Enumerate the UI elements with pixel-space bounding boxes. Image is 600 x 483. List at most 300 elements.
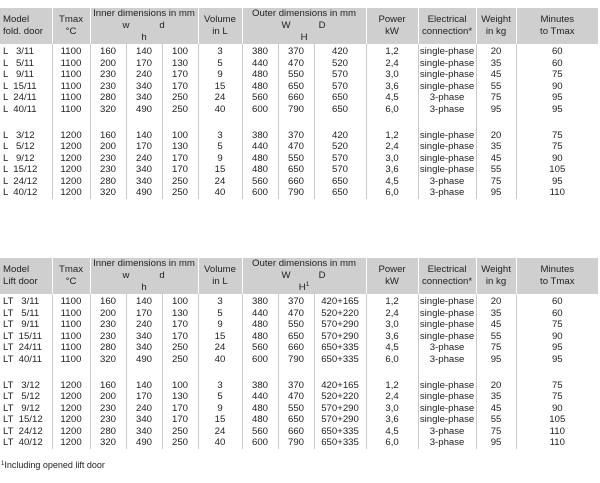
cell-electrical: single-phase	[419, 69, 475, 81]
table-row	[0, 44, 598, 58]
cell-minutes: 90	[516, 403, 598, 415]
cell-inner-h: 100	[162, 128, 198, 142]
cell-minutes: 75	[516, 391, 598, 403]
spacer-cell	[314, 116, 366, 128]
cell-inner-w: 160	[90, 294, 126, 308]
table-row	[0, 319, 598, 331]
cell-model: LT 40/11	[3, 353, 42, 365]
cell-weight: 75	[476, 176, 516, 188]
table-row	[0, 104, 598, 116]
table-body	[0, 294, 598, 449]
cell-volume: 24	[198, 342, 242, 354]
cell-power: 1,2	[366, 128, 418, 142]
table-body	[0, 44, 598, 199]
cell-outer-w: 440	[242, 141, 278, 153]
cell-model: L 5/11	[3, 57, 34, 69]
cell-inner-w: 320	[90, 354, 126, 366]
cell-inner-w: 230	[90, 153, 126, 165]
header-row	[0, 8, 598, 44]
cell-power: 4,5	[366, 426, 418, 438]
cell-tmax: 1200	[52, 153, 90, 165]
cell-inner-h: 130	[162, 58, 198, 70]
cell-model: L 24/11	[3, 92, 37, 104]
cell-electrical: 3-phase	[418, 176, 476, 188]
cell-power: 4,5	[366, 342, 418, 354]
spacer-cell	[90, 366, 126, 378]
cell-electrical: 3-phase	[418, 342, 476, 354]
cell-outer-d: 790	[278, 104, 314, 116]
cell-volume: 3	[198, 294, 242, 308]
cell-inner-d: 240	[126, 153, 162, 165]
cell-outer-d: 650	[278, 414, 314, 426]
cell-model: L 9/11	[3, 69, 34, 81]
cell-outer-d: 550	[278, 403, 314, 415]
cell-inner-h: 170	[162, 414, 198, 426]
cell-weight: 75	[476, 342, 516, 354]
cell-inner-d: 170	[126, 58, 162, 70]
table-row	[0, 176, 598, 188]
cell-outer-h: 650	[314, 187, 366, 199]
cell-outer-d: 370	[278, 378, 314, 392]
cell-inner-d: 340	[126, 176, 162, 188]
cell-inner-h: 250	[162, 342, 198, 354]
cell-outer-w: 380	[242, 378, 278, 392]
cell-volume: 9	[198, 69, 242, 81]
cell-outer-h: 420	[314, 44, 366, 58]
cell-inner-h: 170	[162, 331, 198, 343]
table-row	[0, 92, 598, 104]
cell-outer-d: 660	[278, 342, 314, 354]
spacer-cell	[198, 366, 242, 378]
cell-inner-w: 230	[90, 319, 126, 331]
cell-electrical: single-phase	[419, 319, 475, 331]
cell-tmax: 1200	[52, 187, 90, 199]
cell-outer-h: 520+220	[314, 391, 366, 403]
cell-outer-h: 570+290	[314, 414, 366, 426]
cell-model: L 5/12	[3, 141, 35, 153]
cell-power: 2,4	[366, 141, 418, 153]
cell-minutes: 110	[516, 187, 598, 199]
cell-tmax: 1200	[52, 176, 90, 188]
spacer-cell	[126, 366, 162, 378]
cell-inner-d: 140	[126, 378, 162, 392]
cell-model: L 3/11	[3, 45, 34, 57]
cell-power: 2,4	[366, 58, 418, 70]
cell-minutes: 90	[516, 153, 598, 165]
cell-outer-h: 650	[314, 176, 366, 188]
cell-outer-d: 370	[278, 128, 314, 142]
cell-outer-w: 480	[242, 164, 278, 176]
cell-outer-w: 480	[242, 81, 278, 93]
spacer-cell	[418, 366, 476, 378]
cell-inner-d: 340	[126, 81, 162, 93]
group-spacer	[0, 366, 598, 378]
cell-minutes: 60	[516, 44, 598, 58]
cell-outer-d: 470	[278, 308, 314, 320]
cell-weight: 35	[476, 58, 516, 70]
cell-inner-d: 490	[126, 187, 162, 199]
col-header-model: Model fold. door	[0, 8, 52, 44]
cell-inner-h: 250	[162, 92, 198, 104]
cell-tmax: 1100	[52, 319, 90, 331]
spacer-cell	[418, 116, 476, 128]
cell-inner-h: 250	[162, 104, 198, 116]
cell-model: LT 9/11	[3, 319, 40, 331]
cell-outer-h: 570+290	[314, 331, 366, 343]
cell-minutes: 95	[516, 354, 598, 366]
cell-inner-d: 170	[126, 391, 162, 403]
cell-tmax: 1100	[52, 308, 90, 320]
table-row	[0, 69, 598, 81]
cell-volume: 40	[198, 437, 242, 449]
cell-inner-h: 100	[162, 378, 198, 392]
cell-tmax: 1200	[52, 391, 90, 403]
cell-minutes: 75	[516, 378, 598, 392]
cell-outer-d: 470	[278, 391, 314, 403]
cell-inner-d: 140	[126, 128, 162, 142]
cell-outer-w: 600	[242, 104, 278, 116]
cell-tmax: 1200	[52, 426, 90, 438]
table-row	[0, 331, 598, 343]
cell-inner-w: 230	[90, 81, 126, 93]
cell-model: L 15/11	[3, 80, 37, 92]
cell-volume: 9	[198, 319, 242, 331]
cell-inner-h: 170	[162, 403, 198, 415]
table-folding-door	[0, 8, 598, 199]
cell-electrical: single-phase	[419, 330, 475, 342]
cell-outer-w: 380	[242, 44, 278, 58]
cell-outer-h: 570+290	[314, 319, 366, 331]
cell-model: LT 24/11	[3, 342, 42, 354]
cell-outer-d: 650	[278, 164, 314, 176]
cell-model: LT 3/11	[3, 295, 40, 307]
table-row	[0, 164, 598, 176]
spacer-cell	[278, 366, 314, 378]
cell-electrical: single-phase	[419, 45, 475, 57]
cell-outer-d: 370	[278, 294, 314, 308]
cell-tmax: 1100	[52, 58, 90, 70]
cell-outer-d: 650	[278, 81, 314, 93]
spacer-cell	[0, 116, 52, 128]
cell-inner-w: 230	[90, 403, 126, 415]
cell-model: LT 15/12	[3, 414, 43, 426]
cell-inner-d: 340	[126, 164, 162, 176]
cell-inner-w: 320	[90, 437, 126, 449]
cell-volume: 15	[198, 414, 242, 426]
cell-minutes: 95	[516, 176, 598, 188]
cell-minutes: 110	[516, 437, 598, 449]
cell-power: 4,5	[366, 176, 418, 188]
cell-outer-d: 470	[278, 58, 314, 70]
cell-inner-d: 240	[126, 69, 162, 81]
cell-model: L 3/12	[3, 129, 35, 141]
col-header-minutes: Minutes to Tmax	[516, 258, 598, 294]
cell-volume: 40	[198, 104, 242, 116]
cell-tmax: 1200	[52, 378, 90, 392]
cell-electrical: 3-phase	[418, 92, 476, 104]
cell-power: 3,0	[366, 153, 418, 165]
cell-inner-d: 140	[126, 44, 162, 58]
cell-inner-h: 250	[162, 426, 198, 438]
cell-inner-h: 130	[162, 308, 198, 320]
col-header-outer-dimensions: Outer dimensions in mm W DH	[242, 8, 366, 44]
cell-volume: 5	[198, 58, 242, 70]
table-row	[0, 437, 598, 449]
cell-weight: 35	[476, 308, 516, 320]
cell-model: LT 5/11	[3, 307, 40, 319]
cell-minutes: 105	[516, 414, 598, 426]
col-header-tmax: Tmax °C	[52, 8, 90, 44]
cell-outer-w: 600	[242, 187, 278, 199]
col-header-minutes: Minutes to Tmax	[516, 8, 598, 44]
cell-power: 2,4	[366, 308, 418, 320]
cell-outer-h: 650+335	[314, 354, 366, 366]
spacer-cell	[90, 116, 126, 128]
spacer-cell	[198, 116, 242, 128]
cell-tmax: 1100	[52, 294, 90, 308]
cell-weight: 55	[476, 81, 516, 93]
cell-weight: 20	[476, 128, 516, 142]
cell-electrical: single-phase	[419, 141, 475, 153]
cell-minutes: 95	[516, 104, 598, 116]
cell-inner-w: 200	[90, 391, 126, 403]
cell-tmax: 1100	[52, 331, 90, 343]
cell-outer-h: 420	[314, 128, 366, 142]
spacer-cell	[52, 116, 90, 128]
cell-minutes: 75	[516, 69, 598, 81]
cell-outer-d: 370	[278, 44, 314, 58]
cell-tmax: 1100	[52, 81, 90, 93]
cell-power: 3,6	[366, 164, 418, 176]
table-row	[0, 342, 598, 354]
cell-outer-d: 790	[278, 437, 314, 449]
cell-weight: 35	[476, 141, 516, 153]
cell-inner-w: 200	[90, 58, 126, 70]
cell-power: 1,2	[366, 44, 418, 58]
cell-model: L 15/12	[3, 164, 38, 176]
cell-model: L 9/12	[3, 152, 35, 164]
table-row	[0, 403, 598, 415]
cell-outer-d: 650	[278, 331, 314, 343]
cell-power: 3,6	[366, 414, 418, 426]
cell-electrical: 3-phase	[418, 354, 476, 366]
cell-electrical: single-phase	[419, 391, 475, 403]
cell-weight: 75	[476, 426, 516, 438]
cell-tmax: 1200	[52, 437, 90, 449]
spacer-cell	[242, 366, 278, 378]
cell-outer-d: 660	[278, 176, 314, 188]
cell-outer-w: 440	[242, 308, 278, 320]
table-lift-door	[0, 258, 598, 449]
spacer-cell	[52, 366, 90, 378]
cell-tmax: 1100	[52, 92, 90, 104]
cell-power: 2,4	[366, 391, 418, 403]
cell-inner-h: 170	[162, 164, 198, 176]
cell-outer-h: 520+220	[314, 308, 366, 320]
cell-electrical: 3-phase	[418, 437, 476, 449]
cell-weight: 20	[476, 294, 516, 308]
cell-inner-h: 170	[162, 69, 198, 81]
cell-weight: 20	[476, 44, 516, 58]
col-header-model: Model Lift door	[0, 258, 52, 294]
cell-outer-w: 380	[242, 128, 278, 142]
spacer-cell	[242, 116, 278, 128]
col-header-electrical: Electrical connection*	[418, 258, 476, 294]
cell-weight: 95	[476, 187, 516, 199]
cell-tmax: 1200	[52, 128, 90, 142]
cell-volume: 3	[198, 378, 242, 392]
cell-inner-d: 490	[126, 437, 162, 449]
cell-electrical: single-phase	[419, 80, 475, 92]
cell-tmax: 1100	[52, 342, 90, 354]
cell-inner-d: 340	[126, 342, 162, 354]
cell-inner-w: 230	[90, 69, 126, 81]
cell-power: 1,2	[366, 378, 418, 392]
cell-outer-w: 480	[242, 403, 278, 415]
table-row	[0, 391, 598, 403]
cell-weight: 95	[476, 437, 516, 449]
cell-outer-w: 480	[242, 414, 278, 426]
cell-power: 6,0	[366, 437, 418, 449]
cell-tmax: 1100	[52, 44, 90, 58]
cell-power: 3,0	[366, 403, 418, 415]
cell-outer-h: 570+290	[314, 403, 366, 415]
spacer-cell	[516, 116, 598, 128]
cell-electrical: single-phase	[419, 295, 475, 307]
cell-inner-w: 320	[90, 187, 126, 199]
cell-minutes: 75	[516, 141, 598, 153]
cell-volume: 40	[198, 187, 242, 199]
cell-minutes: 105	[516, 164, 598, 176]
cell-volume: 9	[198, 403, 242, 415]
table-row	[0, 58, 598, 70]
cell-model: LT 15/11	[3, 330, 42, 342]
cell-inner-w: 160	[90, 44, 126, 58]
cell-model: L 24/12	[3, 175, 38, 187]
cell-inner-d: 490	[126, 354, 162, 366]
cell-minutes: 90	[516, 331, 598, 343]
spacer-cell	[366, 366, 418, 378]
cell-inner-d: 340	[126, 426, 162, 438]
cell-tmax: 1100	[52, 69, 90, 81]
cell-inner-w: 230	[90, 164, 126, 176]
cell-tmax: 1200	[52, 414, 90, 426]
cell-outer-h: 650+335	[314, 426, 366, 438]
col-header-inner-dimensions: Inner dimensions in mm w dh	[90, 258, 198, 294]
col-header-power: Power kW	[366, 8, 418, 44]
cell-volume: 5	[198, 141, 242, 153]
col-header-volume: Volume in L	[198, 8, 242, 44]
cell-inner-d: 170	[126, 308, 162, 320]
cell-electrical: single-phase	[419, 307, 475, 319]
spacer-cell	[314, 366, 366, 378]
cell-weight: 55	[476, 331, 516, 343]
cell-weight: 95	[476, 104, 516, 116]
cell-tmax: 1200	[52, 403, 90, 415]
cell-outer-w: 600	[242, 354, 278, 366]
cell-inner-d: 140	[126, 294, 162, 308]
cell-model: LT 24/12	[3, 425, 43, 437]
cell-outer-w: 480	[242, 69, 278, 81]
table-row	[0, 187, 598, 199]
cell-inner-h: 250	[162, 187, 198, 199]
cell-power: 3,0	[366, 319, 418, 331]
cell-outer-d: 660	[278, 92, 314, 104]
cell-outer-w: 440	[242, 391, 278, 403]
cell-volume: 15	[198, 164, 242, 176]
cell-outer-h: 570	[314, 69, 366, 81]
cell-power: 6,0	[366, 187, 418, 199]
cell-model: LT 40/12	[3, 437, 43, 449]
cell-electrical: 3-phase	[418, 187, 476, 199]
cell-power: 6,0	[366, 354, 418, 366]
cell-inner-h: 170	[162, 153, 198, 165]
cell-outer-h: 650+335	[314, 437, 366, 449]
spacer-cell	[162, 116, 198, 128]
cell-electrical: single-phase	[419, 57, 475, 69]
header-row	[0, 258, 598, 294]
cell-tmax: 1100	[52, 104, 90, 116]
cell-outer-h: 570	[314, 81, 366, 93]
cell-inner-h: 130	[162, 141, 198, 153]
cell-weight: 45	[476, 69, 516, 81]
cell-outer-h: 420+165	[314, 378, 366, 392]
cell-model: LT 9/12	[3, 402, 40, 414]
cell-inner-h: 250	[162, 354, 198, 366]
cell-outer-w: 560	[242, 426, 278, 438]
cell-volume: 40	[198, 354, 242, 366]
cell-volume: 3	[198, 44, 242, 58]
table-row	[0, 414, 598, 426]
table-row	[0, 426, 598, 438]
cell-inner-w: 160	[90, 128, 126, 142]
cell-model: LT 5/12	[3, 391, 40, 403]
cell-outer-h: 650+335	[314, 342, 366, 354]
spacer-cell	[278, 116, 314, 128]
cell-outer-d: 550	[278, 69, 314, 81]
group-spacer	[0, 116, 598, 128]
cell-weight: 95	[476, 354, 516, 366]
cell-inner-d: 170	[126, 141, 162, 153]
cell-outer-d: 660	[278, 426, 314, 438]
cell-model: L 40/11	[3, 103, 37, 115]
cell-tmax: 1200	[52, 141, 90, 153]
cell-volume: 24	[198, 92, 242, 104]
cell-volume: 5	[198, 391, 242, 403]
cell-outer-h: 420+165	[314, 294, 366, 308]
cell-outer-d: 790	[278, 354, 314, 366]
cell-power: 4,5	[366, 92, 418, 104]
cell-outer-w: 440	[242, 58, 278, 70]
cell-outer-w: 380	[242, 294, 278, 308]
table-row	[0, 354, 598, 366]
cell-power: 3,6	[366, 331, 418, 343]
spacer-cell	[126, 116, 162, 128]
cell-outer-d: 470	[278, 141, 314, 153]
cell-tmax: 1100	[52, 354, 90, 366]
footnote-marker: 1	[1, 461, 5, 467]
footnote	[1, 461, 105, 470]
cell-inner-w: 230	[90, 414, 126, 426]
cell-minutes: 75	[516, 128, 598, 142]
spacer-cell	[476, 116, 516, 128]
cell-inner-d: 240	[126, 403, 162, 415]
cell-outer-h: 520	[314, 58, 366, 70]
cell-power: 3,0	[366, 69, 418, 81]
cell-electrical: 3-phase	[418, 104, 476, 116]
cell-weight: 75	[476, 92, 516, 104]
footnote-text: Including opened lift door	[4, 460, 105, 470]
